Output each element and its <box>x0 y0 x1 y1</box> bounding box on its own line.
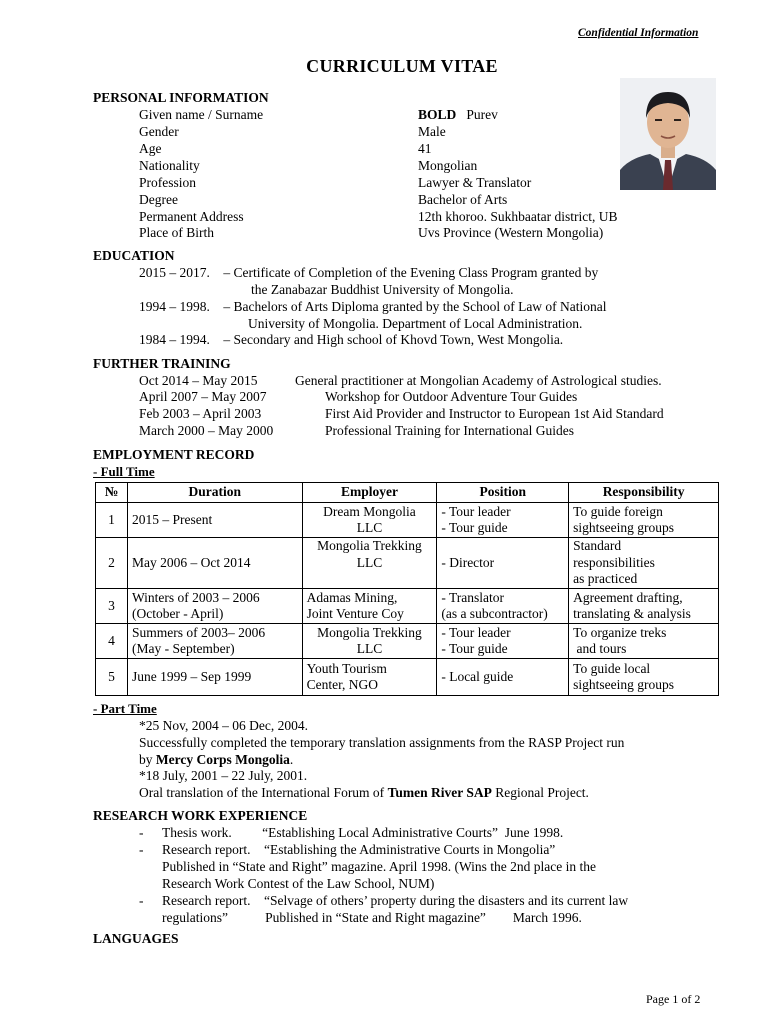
education-line-3: 1994 – 1998. – Bachelors of Arts Diploma granted by the School of Law of National <box>139 299 607 314</box>
training-period-3: Feb 2003 – April 2003 <box>139 406 262 421</box>
label-nationality: Nationality <box>139 158 200 173</box>
cell-employer: Youth Tourism Center, NGO <box>302 659 437 696</box>
cell-employer: Adamas Mining, Joint Venture Coy <box>302 589 437 624</box>
profile-photo <box>620 78 716 190</box>
training-desc-2: Workshop for Outdoor Adventure Tour Guides <box>325 389 578 404</box>
part-time-label: - Part Time <box>93 701 157 716</box>
part-time-line-1: *25 Nov, 2004 – 06 Dec, 2004. <box>139 718 308 733</box>
value-surname: Purev <box>466 107 498 122</box>
page-number: Page 1 of 2 <box>646 992 701 1006</box>
employment-table <box>95 482 719 696</box>
value-age: 41 <box>418 141 432 156</box>
cell-position: - Translator (as a subcontractor) <box>437 589 569 624</box>
label-degree: Degree <box>139 192 178 207</box>
education-line-5: 1984 – 1994. – Secondary and High school of Khovd Town, West Mongolia. <box>139 332 564 347</box>
part-time-line-5: Oral translation of the International Forum of Tumen River SAP Regional Project. <box>139 785 589 800</box>
label-name: Given name / Surname <box>139 107 264 122</box>
research-heading: RESEARCH WORK EXPERIENCE <box>93 808 308 823</box>
col-employer: Employer <box>302 483 437 503</box>
table-row <box>96 589 719 624</box>
value-profession: Lawyer & Translator <box>418 175 532 190</box>
research-dash-3: - <box>139 893 144 908</box>
full-time-label: - Full Time <box>93 464 155 479</box>
cell-employer: Mongolia Trekking LLC <box>302 538 437 589</box>
document-title: CURRICULUM VITAE <box>306 56 498 76</box>
value-address: 12th khoroo. Sukhbaatar district, UB <box>418 209 618 224</box>
research-line-6: regulations” Published in “State and Right magazine” March 1996. <box>162 910 582 925</box>
value-degree: Bachelor of Arts <box>418 192 508 207</box>
cell-duration: June 1999 – Sep 1999 <box>127 659 302 696</box>
cell-employer: Dream Mongolia LLC <box>302 503 437 538</box>
label-address: Permanent Address <box>139 209 244 224</box>
languages-heading: LANGUAGES <box>93 931 179 946</box>
training-desc-4: Professional Training for International Guides <box>325 423 574 438</box>
research-dash-2: - <box>139 842 144 857</box>
cell-number: 5 <box>96 659 128 696</box>
research-line-1: Thesis work. “Establishing Local Administrative Courts” June 1998. <box>162 825 564 840</box>
label-birthplace: Place of Birth <box>139 225 214 240</box>
cell-responsibility: To organize treks and tours <box>569 624 719 659</box>
training-desc-1: General practitioner at Mongolian Academy of Astrological studies. <box>295 373 662 388</box>
education-line-2: the Zanabazar Buddhist University of Mongolia. <box>251 282 514 297</box>
table-row <box>96 659 719 696</box>
cell-duration: Summers of 2003– 2006 (May - September) <box>127 624 302 659</box>
research-line-4: Research Work Contest of the Law School, NUM) <box>162 876 435 891</box>
col-responsibility: Responsibility <box>569 483 719 503</box>
cell-number: 4 <box>96 624 128 659</box>
value-nationality: Mongolian <box>418 158 478 173</box>
research-line-2: Research report. “Establishing the Administrative Courts in Mongolia” <box>162 842 556 857</box>
research-line-3: Published in “State and Right” magazine. April 1998. (Wins the 2nd place in the <box>162 859 596 874</box>
cell-position: - Director <box>437 538 569 589</box>
label-age: Age <box>139 141 162 156</box>
training-heading: FURTHER TRAINING <box>93 356 231 371</box>
cell-position: - Local guide <box>437 659 569 696</box>
education-line-1: 2015 – 2017. – Certificate of Completion of the Evening Class Program granted by <box>139 265 599 280</box>
cell-number: 1 <box>96 503 128 538</box>
personal-info-heading: PERSONAL INFORMATION <box>93 90 269 105</box>
training-period-4: March 2000 – May 2000 <box>139 423 274 438</box>
cell-number: 2 <box>96 538 128 589</box>
table-header-row <box>96 483 719 503</box>
value-given-name: BOLD <box>418 107 457 122</box>
label-gender: Gender <box>139 124 179 139</box>
cell-responsibility: Agreement drafting, translating & analysis <box>569 589 719 624</box>
value-birthplace: Uvs Province (Western Mongolia) <box>418 225 604 240</box>
cell-position: - Tour leader - Tour guide <box>437 624 569 659</box>
col-number: № <box>96 483 128 503</box>
portrait-image <box>620 78 716 190</box>
part-time-line-4: *18 July, 2001 – 22 July, 2001. <box>139 768 308 783</box>
col-duration: Duration <box>127 483 302 503</box>
table-row <box>96 538 719 589</box>
value-gender: Male <box>418 124 446 139</box>
cell-position: - Tour leader - Tour guide <box>437 503 569 538</box>
part-time-line-3: by Mercy Corps Mongolia. <box>139 752 294 767</box>
training-period-2: April 2007 – May 2007 <box>139 389 267 404</box>
col-position: Position <box>437 483 569 503</box>
cell-employer: Mongolia Trekking LLC <box>302 624 437 659</box>
label-profession: Profession <box>139 175 196 190</box>
employment-heading: EMPLOYMENT RECORD <box>93 447 255 462</box>
research-line-5: Research report. “Selvage of others’ property during the disasters and its current law <box>162 893 629 908</box>
cell-responsibility: Standard responsibilities as practiced <box>569 538 719 589</box>
table-row <box>96 503 719 538</box>
cell-duration: 2015 – Present <box>127 503 302 538</box>
training-desc-3: First Aid Provider and Instructor to European 1st Aid Standard <box>325 406 664 421</box>
cell-number: 3 <box>96 589 128 624</box>
education-heading: EDUCATION <box>93 248 175 263</box>
cell-duration: Winters of 2003 – 2006 (October - April) <box>127 589 302 624</box>
training-period-1: Oct 2014 – May 2015 <box>139 373 258 388</box>
confidential-label: Confidential Information <box>578 27 699 39</box>
education-line-4: University of Mongolia. Department of Local Administration. <box>248 316 583 331</box>
research-dash-1: - <box>139 825 144 840</box>
cell-duration: May 2006 – Oct 2014 <box>127 538 302 589</box>
part-time-line-2: Successfully completed the temporary translation assignments from the RASP Project run <box>139 735 625 750</box>
cell-responsibility: To guide foreign sightseeing groups <box>569 503 719 538</box>
value-name <box>418 106 498 123</box>
cell-responsibility: To guide local sightseeing groups <box>569 659 719 696</box>
table-row <box>96 624 719 659</box>
